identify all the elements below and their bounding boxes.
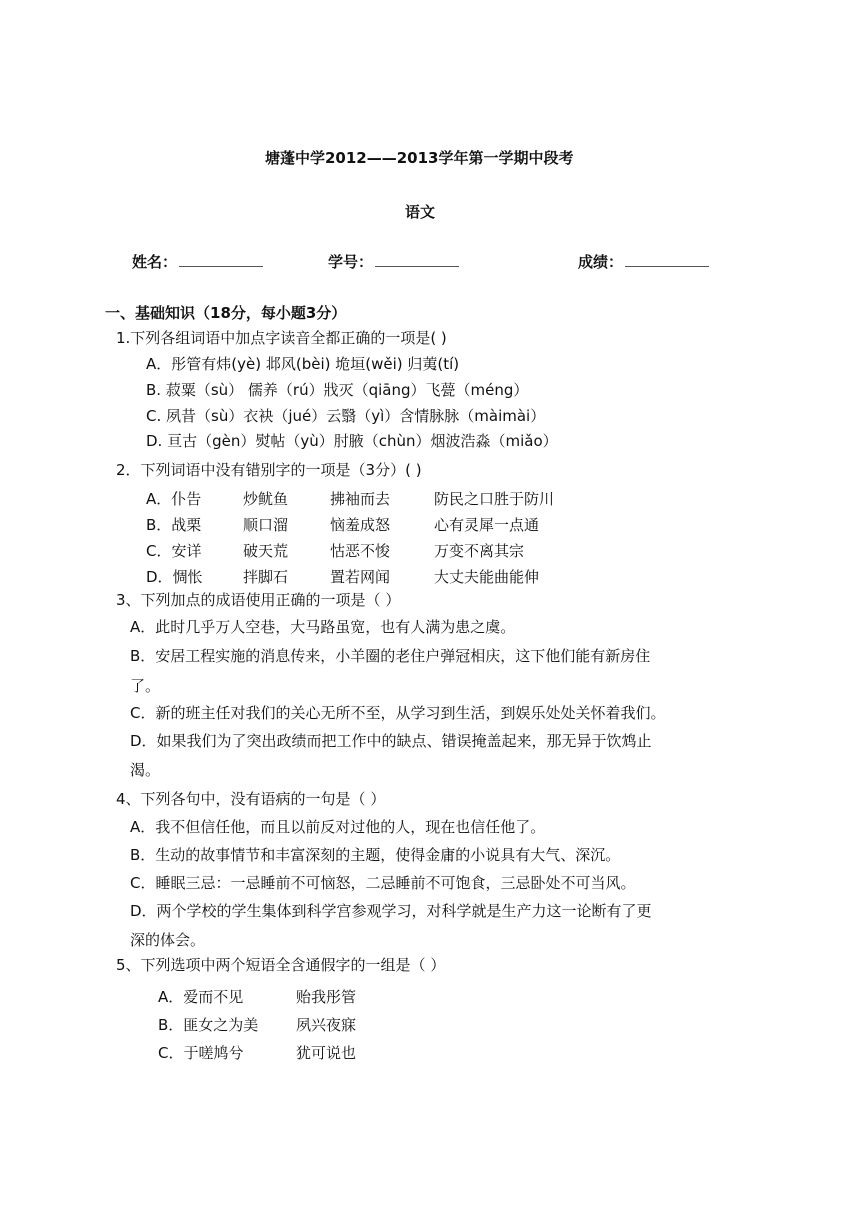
q4-option-c: C．睡眠三忌：一忌睡前不可恼怒，二忌睡前不可饱食，三忌卧处不可当风。 [130,874,636,892]
q2-d-3: 置若网闻 [330,568,391,586]
q2-c-3: 怙恶不悛 [330,542,391,560]
q5-b-1: B．匪女之为美 [158,1016,259,1034]
score-field [578,251,709,272]
q2-c-4: 万变不离其宗 [434,542,525,560]
q3-option-c: C．新的班主任对我们的关心无所不至，从学习到生活，到娱乐处处关怀着我们。 [130,704,666,722]
q2-d-1: D．惆怅 [146,568,203,586]
name-field [132,251,263,272]
subject-title: 语文 [405,203,436,221]
q2-a-2: 炒鱿鱼 [243,490,289,508]
q3-option-b-line2: 了。 [130,677,161,695]
q2-b-3: 恼羞成怒 [330,516,391,534]
q1-option-d: D. 亘古（gèn）熨帖（yù）肘腋（chùn）烟波浩淼（miǎo） [146,432,558,450]
q2-b-2: 顺口溜 [243,516,289,534]
q1-stem: 1.下列各组词语中加点字读音全都正确的一项是( ) [116,329,447,347]
q4-option-b: B．生动的故事情节和丰富深刻的主题，使得金庸的小说具有大气、深沉。 [130,846,621,864]
q1-option-c: C. 夙昔（sù）衣袂（jué）云翳（yì）含情脉脉（màimài） [146,407,546,425]
q2-a-4: 防民之口胜于防川 [434,490,555,508]
q3-option-d-line1: D．如果我们为了突出政绩而把工作中的缺点、错误掩盖起来，那无异于饮鸩止 [130,732,652,750]
q5-stem: 5、下列选项中两个短语全含通假字的一组是（ ） [116,956,446,974]
q4-option-d-line1: D．两个学校的学生集体到科学宫参观学习，对科学就是生产力这一论断有了更 [130,902,652,920]
q5-a-1: A．爱而不见 [158,988,244,1006]
q2-d-4: 大丈夫能曲能伸 [434,568,540,586]
q5-c-2: 犹可说也 [296,1044,357,1062]
id-blank[interactable] [375,252,459,267]
q2-c-1: C．安详 [146,542,202,560]
q2-b-1: B．战栗 [146,516,202,534]
q2-b-4: 心有灵犀一点通 [434,516,540,534]
id-label: 学号： [328,253,374,271]
q4-stem: 4、下列各句中，没有语病的一句是（ ） [116,790,386,808]
q2-a-1: A．仆告 [146,490,202,508]
q2-stem: 2．下列词语中没有错别字的一项是（3分）( ) [116,461,422,479]
q3-option-b-line1: B．安居工程实施的消息传来，小羊圈的老住户弹冠相庆，这下他们能有新房住 [130,647,651,665]
exam-title: 塘蓬中学2012——2013学年第一学期中段考 [265,149,574,167]
q1-option-a: A．彤管有炜(yè) 邶风(bèi) 垝垣(wěi) 归荑(tí) [146,355,460,373]
section-heading: 一、基础知识（18分，每小题3分） [105,304,347,322]
score-label: 成绩： [578,253,624,271]
q3-option-a: A．此时几乎万人空巷，大马路虽宽，也有人满为患之虞。 [130,618,516,636]
id-field [328,251,459,272]
q5-a-2: 贻我彤管 [296,988,357,1006]
name-label: 姓名： [132,253,178,271]
q2-d-2: 拌脚石 [243,568,289,586]
q3-option-d-line2: 渴。 [130,761,161,779]
q3-stem: 3、下列加点的成语使用正确的一项是（ ） [116,591,401,609]
q5-c-1: C．于嗟鸠兮 [158,1044,244,1062]
score-blank[interactable] [625,252,709,267]
q4-option-a: A．我不但信任他，而且以前反对过他的人，现在也信任他了。 [130,818,546,836]
q2-c-2: 破天荒 [243,542,289,560]
q5-b-2: 夙兴夜寐 [296,1016,357,1034]
q4-option-d-line2: 深的体会。 [130,931,206,949]
name-blank[interactable] [179,252,263,267]
q1-option-b: B. 菽粟（sù） 儒养（rú）戕灭（qiāng）飞甍（méng） [146,381,529,399]
q2-a-3: 拂袖而去 [330,490,391,508]
